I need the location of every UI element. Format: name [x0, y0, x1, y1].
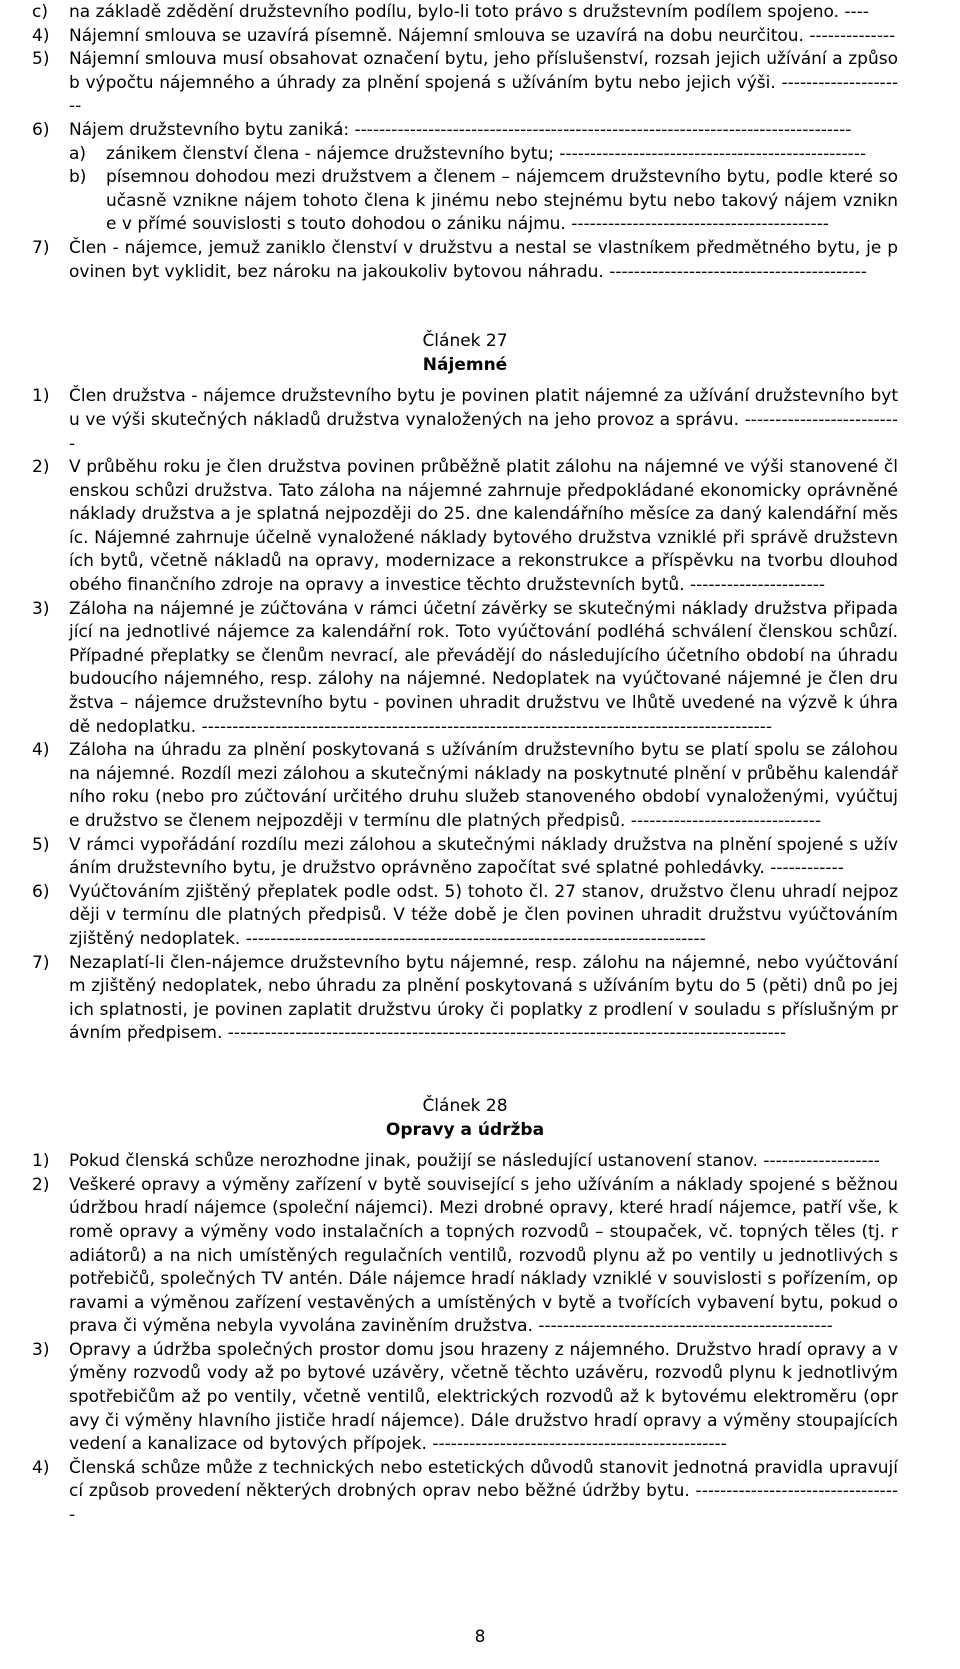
item-marker: 5) [32, 834, 50, 855]
list-item [32, 1339, 898, 1457]
list-item [32, 1, 898, 25]
list-item [32, 385, 898, 456]
item-marker: 7) [32, 952, 50, 973]
article-heading [32, 330, 898, 377]
sub-list-item [69, 166, 898, 237]
item-text: V průběhu roku je člen družstva povinen průběžně platit zálohu na nájemné ve výši stanovené členskou schůzi družstva. Tato záloha na nájemné zahrnuje předpokládané ekonomicky oprávněné náklady družstva a je splatná nejpozději do 25. dne kalendářního měsíce za daný kalendářní měsíc. Nájemné zahrnuje účelně vynaložené náklady bytového družstva vzniklé při správě družstevních bytů, včetně nákladů na opravy, modernizace a rekonstrukce a příspěvku na tvorbu dlouhodobého finančního zdroje na opravy a investice těchto družstevních bytů. ---------------------- [69, 457, 898, 596]
item-text: Člen - nájemce, jemuž zaniklo členství v družstvu a nestal se vlastníkem předmětného bytu, je povinen byt vyklidit, bez nároku na jakoukoliv bytovou náhradu. ------------------------------------------ [69, 237, 898, 282]
item-text: Opravy a údržba společných prostor domu jsou hrazeny z nájemného. Družstvo hradí opravy a výměny rozvodů vody až po bytové uzávěry, včetně těchto uzávěru, rozvodů plynu k jednotlivým spotřebičům až po ventily, včetně ventilů, elektrických rozvodů až k bytovému elektroměru (opravy či výměny hlavního jističe hradí nájemce). Dále družstvo hradí opravy a výměny stoupajících vedení a kanalizace od bytových přípojek. ------------------------------------------------ [69, 1339, 898, 1455]
list-item [32, 598, 898, 740]
article-number: Článek 28 [422, 1095, 508, 1116]
list-item [32, 1174, 898, 1339]
item-text: zánikem členství člena - nájemce družstevního bytu; -------------------------------------------------- [106, 143, 867, 164]
item-text: na základě zdědění družstevního podílu, bylo-li toto právo s družstevním podílem spojeno. ---- [69, 2, 869, 22]
item-marker: 6) [32, 119, 50, 140]
item-marker: a) [69, 143, 87, 164]
item-marker: 1) [32, 386, 50, 407]
list-item [32, 834, 898, 881]
article-28-items [32, 1150, 898, 1528]
list-item [32, 456, 898, 598]
list-item [32, 119, 898, 143]
list-item [32, 237, 898, 284]
list-item [32, 881, 898, 952]
item-text: Záloha na nájemné je zúčtována v rámci účetní závěrky se skutečnými náklady družstva připadající na jednotlivé nájemce za kalendářní rok. Toto vyúčtování podléhá schválení členskou schůzí. Případné přeplatky se členům nevrací, ale převádějí do následujícího účetního období na úhradu budoucího nájemného, resp. zálohy na nájemné. Nedoplatek na vyúčtované nájemné je člen družstva – nájemce družstevního bytu - povinen uhradit družstvu ve lhůtě uvedené na výzvě k úhradě nedoplatku. --------------------------------------------------------------------------------------------- [69, 598, 898, 737]
item-text: V rámci vypořádání rozdílu mezi zálohou a skutečnými náklady družstva na plnění spojené s užíváním družstevního bytu, je družstvo oprávněno započítat své splatné pohledávky. ------------ [69, 834, 898, 879]
list-item [32, 1457, 898, 1528]
item-text: Veškeré opravy a výměny zařízení v bytě související s jeho užíváním a náklady spojené s běžnou údržbou hradí nájemce (společní nájemci). Mezi drobné opravy, které hradí nájemce, patří vše, kromě opravy a výměny vodo instalačních a topných rozvodů – stoupaček, vč. topných těles (tj. radiátorů) a na nich umístěných regulačních ventilů, rozvodů plynu až po ventily u jednotlivých spotřebičů, společných TV antén. Dále nájemce hradí náklady vzniklé v souvislosti s pořízením, opravami a výměnou zařízení vestavěných a umístěných v bytě a tvořících vybavení bytu, pokud oprava či výměna nebyla vyvolána zaviněním družstva. ------------------------------------------------ [69, 1174, 898, 1337]
list-item [32, 739, 898, 833]
item-marker: 1) [32, 1151, 50, 1172]
list-item [32, 1150, 898, 1174]
item-text: Záloha na úhradu za plnění poskytovaná s užíváním družstevního bytu se platí spolu se zálohou na nájemné. Rozdíl mezi zálohou a skutečnými náklady na poskytnuté plnění v průběhu kalendářního roku (nebo pro zúčtování určitého druhu služeb stanoveného období vynaloženými, vyúčtuje družstvo se členem nejpozději v termínu dle platných předpisů. ------------------------------- [69, 740, 898, 831]
sub-list-item [69, 143, 898, 167]
item-marker: 2) [32, 457, 50, 478]
item-text: písemnou dohodou mezi družstvem a členem – nájemcem družstevního bytu, podle které současně vznikne nájem tohoto člena k jinému nebo stejnému bytu nebo takový nájem vznikne v přímé souvislosti s touto dohodou o zániku nájmu. ------------------------------------------ [106, 167, 898, 235]
item-marker: 3) [32, 1339, 50, 1360]
article-heading [32, 1095, 898, 1142]
article-title: Opravy a údržba [385, 1119, 545, 1140]
item-text: Vyúčtováním zjištěný přeplatek podle odst. 5) tohoto čl. 27 stanov, družstvo členu uhradí nejpozději v termínu dle platných předpisů. V téže době je člen povinen uhradit družstvu vyúčtováním zjištěný nedoplatek. --------------------------------------------------------------------------- [69, 881, 898, 949]
item-text: Člen družstva - nájemce družstevního bytu je povinen platit nájemné za užívání družstevního bytu ve výši skutečných nákladů družstva vynaložených na jeho provoz a správu. -------------------------- [69, 386, 898, 454]
item-marker: 7) [32, 237, 50, 258]
item-text: Nezaplatí-li člen-nájemce družstevního bytu nájemné, resp. zálohu na nájemné, nebo vyúčtováním zjištěný nedoplatek, nebo úhradu za plnění poskytovaná s užíváním bytu do 5 (pěti) dnů po jejich splatnosti, je povinen zaplatit družstvu úroky či poplatky z prodlení v souladu s příslušným právním předpisem. ------------------------------------------------------------------------------------------- [69, 952, 898, 1044]
article-27-items [32, 385, 898, 1046]
item-text: Členská schůze může z technických nebo estetických důvodů stanovit jednotná pravidla upravující způsob provedení některých drobných oprav nebo běžné údržby bytu. ---------------------------------- [69, 1457, 898, 1526]
list-item [32, 952, 898, 1046]
list-item [32, 48, 898, 119]
item-marker: c) [32, 2, 48, 22]
item-text: Nájemní smlouva se uzavírá písemně. Nájemní smlouva se uzavírá na dobu neurčitou. -------------- [69, 25, 896, 46]
list-item [32, 25, 898, 49]
item-marker: 4) [32, 740, 50, 761]
item-marker: 3) [32, 598, 50, 619]
item-marker: b) [69, 167, 87, 188]
item-text: Nájem družstevního bytu zaniká: --------------------------------------------------------------------------------- [69, 119, 852, 140]
item-marker: 5) [32, 49, 50, 70]
article-title: Nájemné [422, 354, 508, 375]
item-text: Nájemní smlouva musí obsahovat označení bytu, jeho příslušenství, rozsah jejich užívání a způsob výpočtu nájemného a úhrady za plnění spojená s užíváním bytu nebo jejich výši. --------------------- [69, 49, 898, 117]
page-number: 8 [474, 1627, 486, 1647]
item-marker: 4) [32, 25, 50, 46]
item-text: Pokud členská schůze nerozhodne jinak, použijí se následující ustanovení stanov. ------------------- [69, 1151, 880, 1172]
item-marker: 4) [32, 1457, 50, 1478]
item-marker: 6) [32, 881, 50, 902]
article-number: Článek 27 [422, 331, 508, 352]
item-marker: 2) [32, 1174, 50, 1195]
